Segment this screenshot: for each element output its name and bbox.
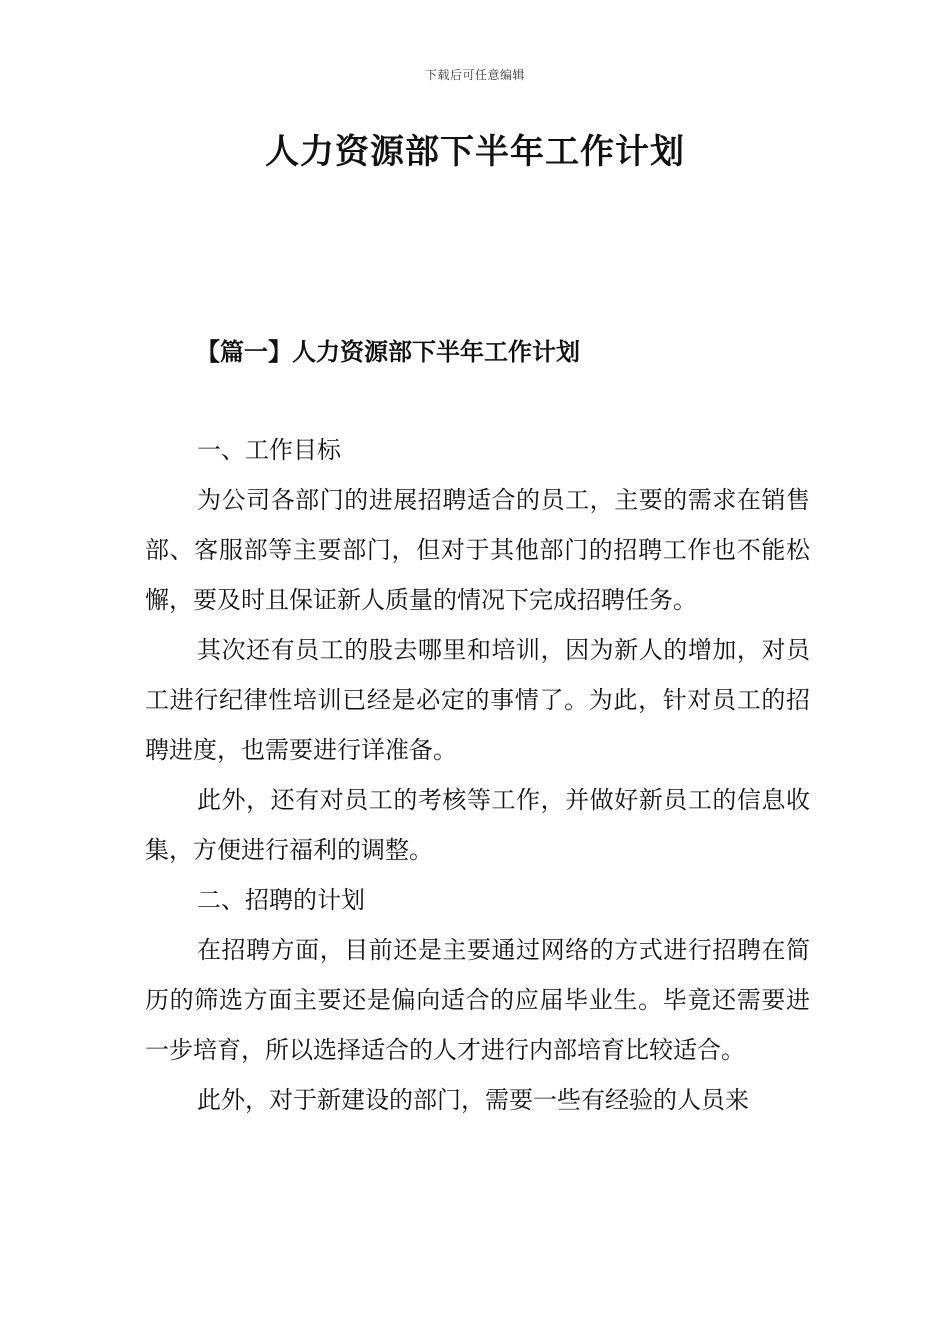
paragraph: 为公司各部门的进展招聘适合的员工，主要的需求在销售部、客服部等主要部门，但对于其他部门的招聘工作也不能松懈，要及时且保证新人质量的情况下完成招聘任务。 <box>145 486 810 614</box>
document-body <box>145 425 810 1125</box>
section-heading: 【篇一】人力资源部下半年工作计划 <box>196 337 580 366</box>
paragraph: 此外，还有对员工的考核等工作，并做好新员工的信息收集，方便进行福利的调整。 <box>145 786 810 864</box>
paragraph: 在招聘方面，目前还是主要通过网络的方式进行招聘在简历的筛选方面主要还是偏向适合的应届毕业生。毕竟还需要进一步培育，所以选择适合的人才进行内部培育比较适合。 <box>145 936 810 1064</box>
subheading-work-goals: 一、工作目标 <box>197 436 341 464</box>
subheading-recruitment-plan: 二、招聘的计划 <box>197 886 365 914</box>
paragraph: 此外，对于新建设的部门，需要一些有经验的人员来 <box>197 1086 749 1114</box>
document-title: 人力资源部下半年工作计划 <box>265 132 685 172</box>
header-note: 下载后可任意编辑 <box>424 68 525 82</box>
paragraph: 其次还有员工的股去哪里和培训，因为新人的增加，对员工进行纪律性培训已经是必定的事情了。为此，针对员工的招聘进度，也需要进行详准备。 <box>145 636 810 764</box>
